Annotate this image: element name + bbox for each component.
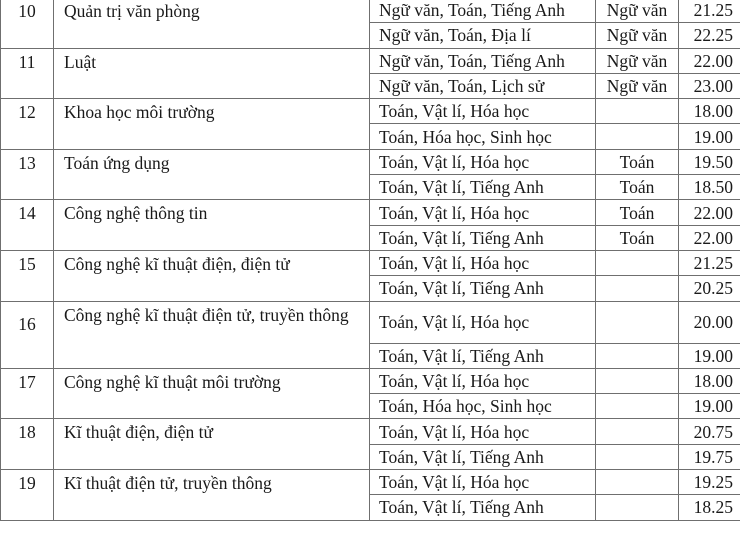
subject-combination: Toán, Vật lí, Hóa học bbox=[370, 200, 596, 225]
row-number: 18 bbox=[1, 419, 54, 470]
row-number: 19 bbox=[1, 470, 54, 521]
row-number: 10 bbox=[1, 0, 54, 48]
cutoff-score: 19.50 bbox=[679, 149, 740, 174]
table-row bbox=[1, 368, 740, 393]
subject-combination: Toán, Vật lí, Hóa học bbox=[370, 99, 596, 124]
main-subject: Ngữ văn bbox=[596, 0, 679, 23]
row-number: 11 bbox=[1, 48, 54, 99]
major-name: Công nghệ kĩ thuật môi trường bbox=[54, 368, 370, 419]
subject-combination: Toán, Vật lí, Hóa học bbox=[370, 470, 596, 495]
row-number: 12 bbox=[1, 99, 54, 150]
major-name: Luật bbox=[54, 48, 370, 99]
subject-combination: Toán, Vật lí, Hóa học bbox=[370, 149, 596, 174]
main-subject bbox=[596, 495, 679, 520]
cutoff-score: 19.25 bbox=[679, 470, 740, 495]
main-subject: Toán bbox=[596, 200, 679, 225]
subject-combination: Toán, Vật lí, Hóa học bbox=[370, 419, 596, 444]
cutoff-score: 20.00 bbox=[679, 301, 740, 343]
cutoff-score: 18.00 bbox=[679, 99, 740, 124]
table-row bbox=[1, 0, 740, 23]
table-row bbox=[1, 419, 740, 444]
cutoff-score: 19.75 bbox=[679, 444, 740, 469]
main-subject: Ngữ văn bbox=[596, 23, 679, 48]
table-row bbox=[1, 99, 740, 124]
major-name: Kĩ thuật điện, điện tử bbox=[54, 419, 370, 470]
subject-combination: Ngữ văn, Toán, Tiếng Anh bbox=[370, 48, 596, 73]
subject-combination: Toán, Vật lí, Tiếng Anh bbox=[370, 225, 596, 250]
table-row bbox=[1, 48, 740, 73]
main-subject bbox=[596, 470, 679, 495]
table-row bbox=[1, 250, 740, 275]
cutoff-score: 20.25 bbox=[679, 276, 740, 301]
subject-combination: Toán, Hóa học, Sinh học bbox=[370, 394, 596, 419]
table-row bbox=[1, 200, 740, 225]
subject-combination: Toán, Vật lí, Tiếng Anh bbox=[370, 444, 596, 469]
cutoff-score: 19.00 bbox=[679, 394, 740, 419]
table-row bbox=[1, 301, 740, 343]
row-number: 16 bbox=[1, 301, 54, 368]
main-subject bbox=[596, 250, 679, 275]
subject-combination: Toán, Vật lí, Hóa học bbox=[370, 301, 596, 343]
major-name: Khoa học môi trường bbox=[54, 99, 370, 150]
row-number: 15 bbox=[1, 250, 54, 301]
subject-combination: Toán, Vật lí, Tiếng Anh bbox=[370, 276, 596, 301]
cutoff-score: 21.25 bbox=[679, 0, 740, 23]
row-number: 17 bbox=[1, 368, 54, 419]
cutoff-score: 19.00 bbox=[679, 343, 740, 368]
cutoff-score: 21.25 bbox=[679, 250, 740, 275]
major-name: Toán ứng dụng bbox=[54, 149, 370, 200]
major-name: Công nghệ kĩ thuật điện, điện tử bbox=[54, 250, 370, 301]
row-number: 14 bbox=[1, 200, 54, 251]
main-subject bbox=[596, 99, 679, 124]
subject-combination: Toán, Vật lí, Hóa học bbox=[370, 368, 596, 393]
cutoff-score: 20.75 bbox=[679, 419, 740, 444]
subject-combination: Toán, Vật lí, Hóa học bbox=[370, 250, 596, 275]
cutoff-score: 22.00 bbox=[679, 225, 740, 250]
cutoff-score: 18.25 bbox=[679, 495, 740, 520]
cutoff-score: 19.00 bbox=[679, 124, 740, 149]
cutoff-score: 23.00 bbox=[679, 73, 740, 98]
subject-combination: Toán, Vật lí, Tiếng Anh bbox=[370, 495, 596, 520]
main-subject: Toán bbox=[596, 149, 679, 174]
major-name: Công nghệ thông tin bbox=[54, 200, 370, 251]
subject-combination: Ngữ văn, Toán, Địa lí bbox=[370, 23, 596, 48]
subject-combination: Toán, Vật lí, Tiếng Anh bbox=[370, 343, 596, 368]
main-subject bbox=[596, 343, 679, 368]
table-row bbox=[1, 149, 740, 174]
main-subject bbox=[596, 124, 679, 149]
main-subject bbox=[596, 419, 679, 444]
cutoff-score: 18.50 bbox=[679, 175, 740, 200]
main-subject: Toán bbox=[596, 175, 679, 200]
cutoff-score: 22.00 bbox=[679, 200, 740, 225]
row-number: 13 bbox=[1, 149, 54, 200]
table-row bbox=[1, 470, 740, 495]
main-subject: Ngữ văn bbox=[596, 73, 679, 98]
major-name: Công nghệ kĩ thuật điện tử, truyền thông bbox=[54, 301, 370, 368]
subject-combination: Toán, Vật lí, Tiếng Anh bbox=[370, 175, 596, 200]
subject-combination: Ngữ văn, Toán, Tiếng Anh bbox=[370, 0, 596, 23]
subject-combination: Ngữ văn, Toán, Lịch sử bbox=[370, 73, 596, 98]
main-subject bbox=[596, 301, 679, 343]
subject-combination: Toán, Hóa học, Sinh học bbox=[370, 124, 596, 149]
main-subject: Ngữ văn bbox=[596, 48, 679, 73]
major-name: Quản trị văn phòng bbox=[54, 0, 370, 48]
cutoff-score: 18.00 bbox=[679, 368, 740, 393]
major-name: Kĩ thuật điện tử, truyền thông bbox=[54, 470, 370, 521]
main-subject: Toán bbox=[596, 225, 679, 250]
cutoff-score: 22.25 bbox=[679, 23, 740, 48]
main-subject bbox=[596, 394, 679, 419]
main-subject bbox=[596, 444, 679, 469]
cutoff-score: 22.00 bbox=[679, 48, 740, 73]
main-subject bbox=[596, 368, 679, 393]
main-subject bbox=[596, 276, 679, 301]
